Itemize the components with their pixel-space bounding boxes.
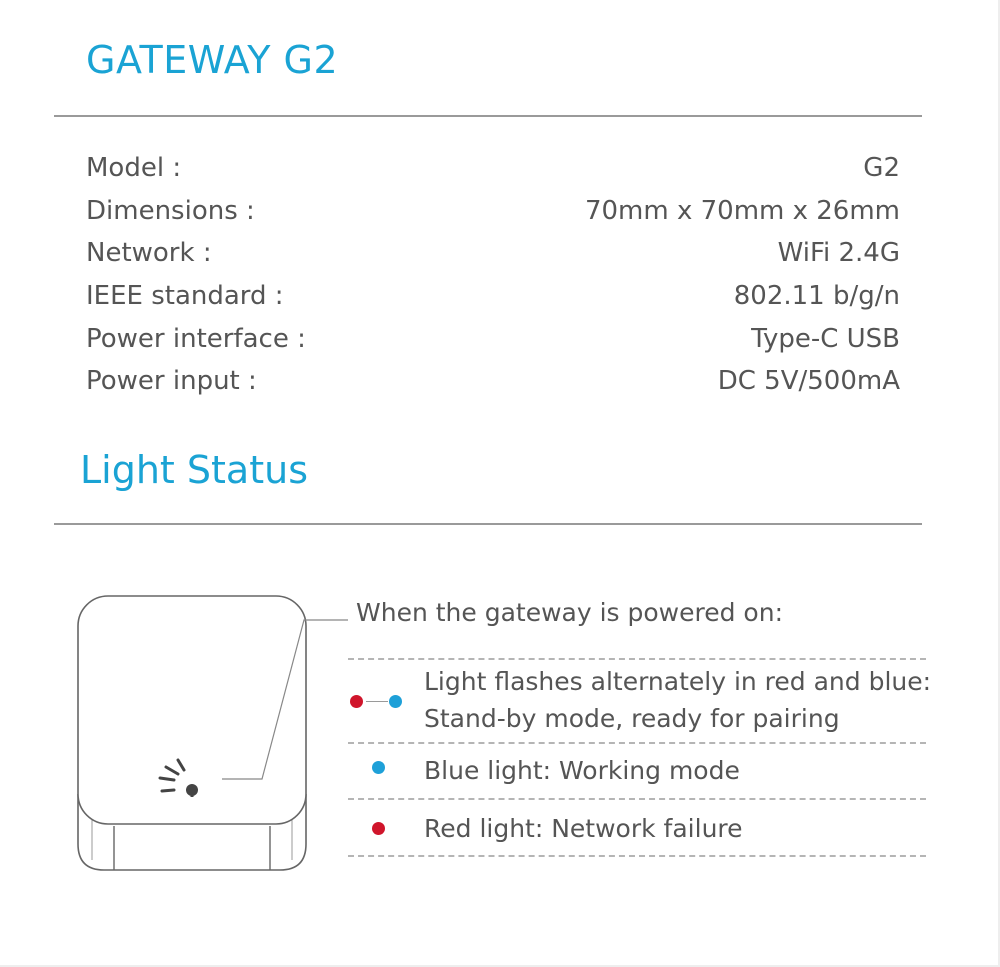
spec-row-ieee [86,276,900,316]
blue-dot-icon [372,761,385,774]
spec-label: Power interface : [86,324,306,354]
gateway-device-illustration [74,594,314,876]
spec-value: WiFi 2.4G [777,238,900,268]
status-item-alternating [424,663,931,737]
spec-value: Type-C USB [751,324,900,354]
light-status-divider [54,523,922,525]
spec-row-network [86,233,900,273]
title-divider [54,115,922,117]
spec-value: G2 [863,153,900,183]
status-item-line: Light flashes alternately in red and blue: [424,667,932,696]
dashed-separator [348,798,926,800]
dashed-separator [348,658,926,660]
spec-value: 70mm x 70mm x 26mm [584,196,900,226]
spec-row-power-input [86,361,900,401]
red-dot-icon [350,695,363,708]
status-intro: When the gateway is powered on: [356,598,783,627]
spec-label: Power input : [86,366,257,396]
spec-label: IEEE standard : [86,281,284,311]
spec-row-power-interface [86,319,900,359]
status-item-line: Stand-by mode, ready for pairing [424,704,840,733]
connector-line [366,701,388,702]
spec-value: DC 5V/500mA [717,366,900,396]
page-title: GATEWAY G2 [86,38,339,82]
light-status-title: Light Status [80,448,308,492]
spec-label: Model : [86,153,182,183]
spec-row-model [86,148,900,188]
spec-label: Dimensions : [86,196,255,226]
spec-row-dimensions [86,191,900,231]
blue-dot-icon [389,695,402,708]
dashed-separator [348,855,926,857]
status-item-blue: Blue light: Working mode [424,756,740,785]
spec-label: Network : [86,238,212,268]
spec-value: 802.11 b/g/n [733,281,900,311]
status-item-red: Red light: Network failure [424,814,743,843]
dashed-separator [348,742,926,744]
red-dot-icon [372,822,385,835]
